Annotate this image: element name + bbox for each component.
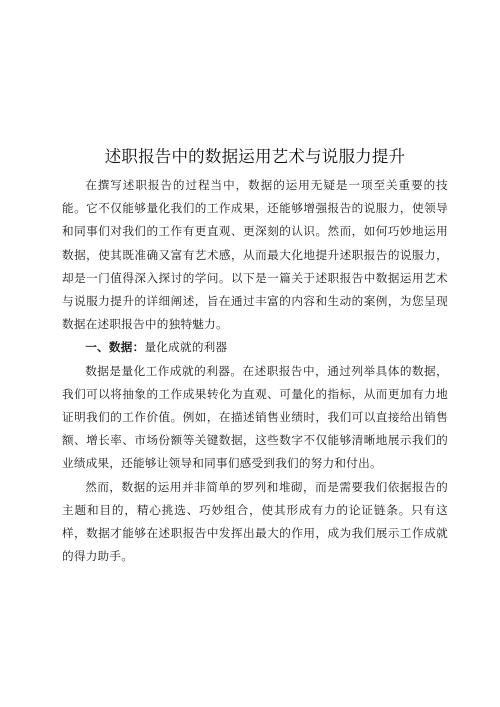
intro-paragraph: 在撰写述职报告的过程当中，数据的运用无疑是一项至关重要的技能。它不仅能够量化我们的工作成果，还能够增强报告的说服力，使领导和同事们对我们的工作有更直观、更深刻的认识。然而，如何巧妙地运用数据，使其既准确又富有艺术感，从而最大化地提升述职报告的说服力，却是一门值得深入探讨的学问。以下是一篇关于述职报告中数据运用艺术与说服力提升的详细阐述，旨在通过丰富的内容和生动的案例，为您呈现数据在述职报告中的独特魅力。	[62, 178, 448, 332]
body-paragraph: 然而，数据的运用并非简单的罗列和堆砌，而是需要我们依据报告的主题和目的，精心挑选、巧妙组合，使其形成有力的论证链条。只有这样，数据才能够在述职报告中发挥出最大的作用，成为我们展示工作成就的得力助手。	[62, 479, 448, 564]
body-paragraph: 数据是量化工作成就的利器。在述职报告中，通过列举具体的数据，我们可以将抽象的工作成果转化为直观、可量化的指标，从而更加有力地证明我们的工作价值。例如，在描述销售业绩时，我们可以直接给出销售额、增长率、市场份额等关键数据，这些数字不仅能够清晰地展示我们的业绩成果，还能够让领导和同事们感受到我们的努力和付出。	[62, 363, 448, 471]
section-title: 数据：	[108, 340, 145, 355]
section-number: 一、	[85, 340, 109, 355]
document-body	[62, 174, 448, 568]
document-title: 述职报告中的数据运用艺术与说服力提升	[104, 147, 406, 166]
section-subtitle: 量化成就的利器	[144, 340, 228, 355]
section-heading	[62, 336, 448, 359]
